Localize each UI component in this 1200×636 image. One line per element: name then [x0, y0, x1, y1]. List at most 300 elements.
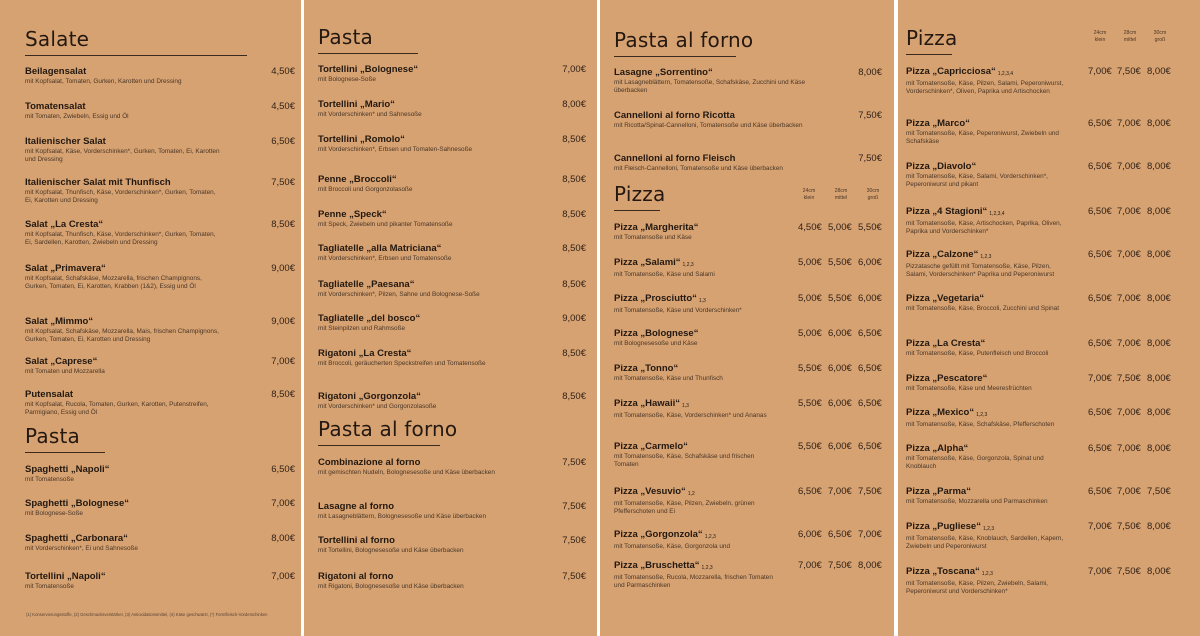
item-name-text: Pizza „Mexico“	[906, 407, 975, 418]
pizza-item	[906, 373, 1066, 393]
item-name-text: Pizza „Hawaii“	[614, 398, 680, 409]
menu-page-pasta-al-forno	[600, 0, 894, 636]
menu-item	[25, 533, 223, 553]
pizza-item	[906, 249, 1066, 279]
menu-item	[25, 571, 223, 591]
price-medium: 7,00€	[1117, 443, 1141, 454]
item-description: mit Lasagneblättern, Tomatensoße, Schafskäse, Zucchini und Käse überbacken	[614, 79, 805, 94]
item-price: 8,00€	[858, 67, 882, 78]
menu-item	[318, 535, 503, 555]
menu-item	[25, 177, 223, 205]
item-price: 7,50€	[858, 153, 882, 164]
item-name	[318, 279, 503, 290]
price-large: 8,00€	[1147, 161, 1171, 172]
pizza-item	[906, 486, 1066, 506]
item-description: mit Tomatensoße, Käse, Knoblauch, Sardellen, Kapern, Zwiebeln und Peperoniwurst	[906, 535, 1064, 550]
item-name	[318, 391, 503, 402]
item-price: 9,00€	[562, 313, 586, 324]
price-medium: 7,50€	[1117, 373, 1141, 384]
size-large-header	[862, 188, 884, 201]
price-large: 6,50€	[858, 363, 882, 374]
item-name	[318, 348, 503, 359]
item-name-text: Pizza „Salami“	[614, 257, 681, 268]
price-medium: 6,00€	[828, 328, 852, 339]
item-price: 8,50€	[562, 348, 586, 359]
price-large: 8,00€	[1147, 249, 1171, 260]
item-name	[906, 118, 1066, 129]
additive-codes: 1,3	[682, 403, 689, 409]
price-large: 8,00€	[858, 560, 882, 571]
item-name-text: Rigatoni „Gorgonzola“	[318, 391, 421, 402]
item-name-text: Pizza „Parma“	[906, 486, 971, 497]
item-name	[614, 328, 779, 339]
item-name	[906, 249, 1066, 262]
additive-codes: 1,2,3	[980, 254, 992, 260]
price-large: 8,00€	[1147, 206, 1171, 217]
size-small-header	[798, 188, 820, 201]
section-title-pizza-rule	[906, 54, 952, 55]
price-medium: 7,00€	[1117, 486, 1141, 497]
item-name	[614, 222, 779, 233]
price-large: 8,00€	[1147, 293, 1171, 304]
section-title-salate: Salate	[25, 27, 90, 51]
item-price: 4,50€	[271, 66, 295, 77]
additive-codes: 1,2,3	[704, 534, 716, 540]
item-name-text: Pizza „Prosciutto“	[614, 293, 697, 304]
size-medium-cm: 28cm	[1123, 30, 1137, 36]
item-price: 8,50€	[271, 219, 295, 230]
item-description: mit Kopfsalat, Thunfisch, Käse, Vorderschinken*, Gurken, Tomaten, Ei, Karotten und Dressing	[25, 189, 216, 204]
price-large: 8,00€	[1147, 338, 1171, 349]
item-description: mit Tomatensoße, Rucola, Mozzarella, frischen Tomaten und Parmaschinken	[614, 574, 773, 589]
item-price: 6,50€	[271, 464, 295, 475]
additive-codes: 1,2,3,4	[989, 211, 1005, 217]
item-price: 7,00€	[271, 356, 295, 367]
price-small: 5,00€	[798, 257, 822, 268]
item-price: 7,50€	[562, 571, 586, 582]
size-medium-header	[830, 188, 852, 201]
item-name-text: Penne „Speck“	[318, 209, 387, 220]
price-medium: 7,50€	[1117, 521, 1141, 532]
item-name-text: Tortellini „Romolo“	[318, 134, 405, 145]
additives-footnote: (1) Konservierungsstoffe, (2) Geschmacksverstärker, (3) Antioxidationsmittel, (4) Käse geschwärzt, (*) Formfleisch-Vorderschinken	[26, 612, 268, 617]
item-description: mit Tomatensoße, Käse, Gorgonzola und	[614, 543, 731, 550]
menu-item	[614, 110, 819, 130]
additive-codes: 1,2,3	[682, 262, 694, 268]
item-description: mit Tortellini, Bolognesesoße und Käse überbacken	[318, 547, 464, 554]
price-medium: 6,00€	[828, 363, 852, 374]
item-name	[25, 389, 223, 400]
item-name	[614, 486, 779, 499]
item-price: 7,00€	[271, 571, 295, 582]
price-large: 8,00€	[1147, 521, 1171, 532]
item-name-text: Tortellini al forno	[318, 535, 395, 546]
item-name	[614, 398, 779, 411]
price-small: 7,00€	[798, 560, 822, 571]
item-description: Pizzatasche gefüllt mit Tomatensoße, Käse, Pilzen, Salami, Vorderschinken* Paprika und Peperoniwurst	[906, 263, 1055, 278]
item-description: mit Tomatensoße, Käse, Schafskäse, Pfefferschoten	[906, 421, 1055, 428]
price-large: 6,50€	[858, 328, 882, 339]
item-name-text: Tortellini „Bolognese“	[318, 64, 419, 75]
price-large: 7,50€	[858, 486, 882, 497]
item-description: mit Bolognesesoße und Käse	[614, 340, 698, 347]
item-name-text: Pizza „Calzone“	[906, 249, 979, 260]
item-description: mit Vorderschinken*, Erbsen und Tomaten-Sahnesoße	[318, 146, 473, 153]
pizza-item	[614, 257, 779, 279]
item-name	[614, 529, 779, 542]
item-description: mit Tomatensoße, Käse, Pilzen, Zwiebeln, Salami, Peperoniwurst und Vorderschinken*	[906, 580, 1048, 595]
item-name	[614, 441, 779, 452]
item-description: mit Tomatensoße, Käse, Gorgonzola, Spinat und Knoblauch	[906, 455, 1044, 470]
price-small: 6,50€	[1088, 338, 1112, 349]
item-description: mit Tomatensoße, Käse, Putenfleisch und Broccoli	[906, 350, 1049, 357]
size-small-label: klein	[1094, 36, 1106, 43]
price-small: 5,50€	[798, 363, 822, 374]
size-large-cm: 30cm	[1153, 30, 1167, 36]
item-description: mit Speck, Zwiebeln und pikanter Tomatensoße	[318, 221, 453, 228]
item-description: mit Kopfsalat, Tomaten, Gurken, Karotten und Dressing	[25, 78, 182, 85]
item-name-text: Tagliatelle „alla Matriciana“	[318, 243, 442, 254]
price-medium: 7,00€	[1117, 249, 1141, 260]
item-name	[25, 177, 223, 188]
item-description: mit Kopfsalat, Rucola, Tomaten, Gurken, Karotten, Putenstreifen, Parmigiano, Essig und Öl	[25, 401, 209, 416]
pizza-item	[906, 338, 1066, 358]
item-name	[614, 293, 779, 306]
item-description: mit Vorderschinken*, Ei und Sahnesoße	[25, 545, 138, 552]
item-description: mit Kopfsalat, Schafskäse, Mozzarella, Mais, frischen Champignons, Gurken, Tomaten, Ei, Karotten und Dressing	[25, 328, 219, 343]
item-name-text: Pizza „Capricciosa“	[906, 66, 996, 77]
pizza-item	[906, 293, 1066, 313]
menu-item	[318, 279, 503, 299]
pizza-item	[614, 441, 779, 469]
price-small: 7,00€	[1088, 566, 1112, 577]
item-description: mit Tomatensoße, Mozzarella und Parmaschinken	[906, 498, 1048, 505]
item-name	[906, 521, 1066, 534]
item-description: mit Bolognese-Soße	[25, 510, 83, 517]
menu-item	[25, 66, 223, 86]
item-name	[25, 571, 223, 582]
price-large: 8,00€	[1147, 373, 1171, 384]
item-description: mit Vorderschinken*, Erbsen und Tomatensoße	[318, 255, 452, 262]
item-price: 4,50€	[271, 101, 295, 112]
price-small: 6,50€	[798, 486, 822, 497]
item-name-text: Salat „La Cresta“	[25, 219, 104, 230]
item-name-text: Pizza „Bruschetta“	[614, 560, 700, 571]
item-name	[906, 161, 1066, 172]
item-name	[25, 263, 223, 274]
item-description: mit Tomatensoße, Käse, Schafskäse und frischen Tomaten	[614, 453, 755, 468]
menu-item	[318, 64, 503, 84]
price-medium: 6,00€	[828, 398, 852, 409]
size-medium-header	[1119, 30, 1141, 43]
price-medium: 7,00€	[1117, 338, 1141, 349]
item-name	[318, 535, 503, 546]
item-description: mit Lasagneblättern, Bolognesesoße und Käse überbacken	[318, 513, 487, 520]
section-title-pasta: Pasta	[318, 25, 373, 49]
item-name	[906, 206, 1066, 219]
item-name-text: Penne „Broccoli“	[318, 174, 397, 185]
item-name	[318, 99, 503, 110]
item-name-text: Spaghetti „Napoli“	[25, 464, 110, 475]
item-name-text: Pizza „Pescatore“	[906, 373, 988, 384]
item-name-text: Pizza „La Cresta“	[906, 338, 986, 349]
pizza-item	[614, 529, 779, 551]
menu-item	[25, 136, 223, 164]
item-name-text: Tomatensalat	[25, 101, 86, 112]
price-medium: 7,00€	[828, 486, 852, 497]
price-medium: 5,00€	[828, 222, 852, 233]
section-title-pizza: Pizza	[614, 182, 666, 206]
section-title-pizza-rule	[614, 210, 660, 211]
item-name	[25, 101, 223, 112]
menu-item	[318, 501, 503, 521]
menu-item	[25, 498, 223, 518]
item-description: mit Tomatensoße, Käse und Salami	[614, 271, 715, 278]
item-description: mit Tomatensoße, Käse, Pilzen, Salami, Peperoniwurst, Vorderschinken*, Oliven, Paprika und Artischocken	[906, 80, 1064, 95]
menu-item	[25, 219, 223, 247]
additive-codes: 1,2,3	[981, 571, 993, 577]
item-description: mit Tomatensoße, Käse und Meeresfrüchten	[906, 385, 1032, 392]
additive-codes: 1,2,3	[701, 565, 713, 571]
item-description: mit Tomaten, Zwiebeln, Essig und Öl	[25, 113, 129, 120]
pizza-item	[614, 398, 779, 420]
item-price: 8,50€	[562, 391, 586, 402]
pizza-item	[906, 566, 1066, 596]
price-large: 6,50€	[858, 398, 882, 409]
item-price: 8,50€	[562, 279, 586, 290]
item-name	[25, 136, 223, 147]
price-medium: 5,50€	[828, 293, 852, 304]
price-medium: 6,00€	[828, 441, 852, 452]
item-name	[614, 153, 819, 164]
size-small-header	[1089, 30, 1111, 43]
item-name	[614, 560, 779, 573]
pizza-item	[906, 161, 1066, 189]
item-name	[614, 67, 819, 78]
pizza-item	[614, 293, 779, 315]
item-description: mit Tomatensoße	[25, 476, 74, 483]
menu-item	[318, 313, 503, 333]
price-large: 8,00€	[1147, 66, 1171, 77]
item-name	[906, 407, 1066, 420]
item-price: 7,00€	[271, 498, 295, 509]
item-name-text: Tagliatelle „del bosco“	[318, 313, 421, 324]
item-name	[318, 501, 503, 512]
item-description: mit Tomatensoße, Käse, Salami, Vorderschinken*, Peperoniwurst und pikant	[906, 173, 1048, 188]
item-description: mit Tomatensoße, Käse, Broccoli, Zucchini und Spinat	[906, 305, 1059, 312]
price-medium: 7,00€	[1117, 407, 1141, 418]
item-price: 8,50€	[562, 209, 586, 220]
menu-item	[25, 389, 223, 417]
menu-item	[614, 153, 819, 173]
price-small: 6,50€	[1088, 407, 1112, 418]
item-name-text: Pizza „Toscana“	[906, 566, 980, 577]
pizza-item	[906, 118, 1066, 146]
additive-codes: 1,2	[687, 491, 695, 497]
size-small-cm: 24cm	[1093, 30, 1107, 36]
size-medium-cm: 28cm	[834, 188, 848, 194]
item-name-text: Pizza „Tonno“	[614, 363, 679, 374]
item-name-text: Tagliatelle „Paesana“	[318, 279, 415, 290]
pizza-item	[614, 486, 779, 516]
item-price: 8,50€	[562, 243, 586, 254]
size-large-header	[1149, 30, 1171, 43]
pizza-item	[906, 407, 1066, 429]
item-name	[318, 209, 503, 220]
price-small: 6,50€	[1088, 249, 1112, 260]
item-name	[906, 293, 1066, 304]
item-name	[25, 498, 223, 509]
item-name	[318, 134, 503, 145]
size-medium-label: mittel	[834, 194, 848, 201]
menu-item	[318, 571, 503, 591]
price-medium: 7,50€	[1117, 66, 1141, 77]
item-price: 7,50€	[562, 457, 586, 468]
additive-codes: 1,2,3	[982, 526, 995, 532]
item-name-text: Lasagne al forno	[318, 501, 395, 512]
item-name	[318, 174, 503, 185]
section-title-pasta-rule	[25, 452, 105, 453]
item-description: mit Kopfsalat, Schafskäse, Mozzarella, frischen Champignons, Gurken, Tomaten, Ei, Karotten, Krabben (1&2), Essig und Öl	[25, 275, 202, 290]
price-small: 5,00€	[798, 328, 822, 339]
item-name-text: Spaghetti „Carbonara“	[25, 533, 128, 544]
item-description: mit Ricotta/Spinat-Cannelloni, Tomatensoße und Käse überbacken	[614, 122, 803, 129]
item-price: 6,50€	[271, 136, 295, 147]
item-name-text: Rigatoni „La Cresta“	[318, 348, 412, 359]
menu-page-pasta	[304, 0, 597, 636]
item-description: mit Tomaten und Mozzarella	[25, 368, 105, 375]
item-name	[318, 571, 503, 582]
item-name-text: Beilagensalat	[25, 66, 87, 77]
item-price: 7,50€	[271, 177, 295, 188]
item-name-text: Pizza „Alpha“	[906, 443, 969, 454]
item-name-text: Tortellini „Napoli“	[25, 571, 106, 582]
item-description: mit Vorderschinken*, Pilzen, Sahne und Bolognese-Soße	[318, 291, 480, 298]
item-price: 8,00€	[271, 533, 295, 544]
item-description: mit Vorderschinken* und Sahnesoße	[318, 111, 422, 118]
section-title-pasta-al-forno-rule	[614, 56, 736, 57]
price-large: 8,00€	[1147, 566, 1171, 577]
item-description: mit Tomatensoße, Käse und Vorderschinken*	[614, 307, 742, 314]
item-price: 8,50€	[562, 134, 586, 145]
pizza-item	[906, 206, 1066, 236]
price-small: 5,00€	[798, 293, 822, 304]
size-large-label: groß	[1154, 36, 1166, 43]
menu-item	[318, 348, 503, 368]
menu-item	[318, 243, 503, 263]
item-name	[318, 243, 503, 254]
item-description: mit Tomatensoße und Käse	[614, 234, 692, 241]
item-name	[906, 338, 1066, 349]
price-small: 7,00€	[1088, 66, 1112, 77]
price-medium: 7,00€	[1117, 206, 1141, 217]
item-name	[906, 443, 1066, 454]
size-large-label: groß	[867, 194, 879, 201]
item-name-text: Putensalat	[25, 389, 74, 400]
item-description: mit gemischten Nudeln, Bolognesesoße und Käse überbacken	[318, 469, 495, 476]
item-description: mit Steinpilzen und Rahmsoße	[318, 325, 406, 332]
price-medium: 7,50€	[1117, 566, 1141, 577]
item-name-text: Cannelloni al forno Ricotta	[614, 110, 735, 121]
item-name	[25, 464, 223, 475]
item-price: 9,00€	[271, 263, 295, 274]
price-small: 7,00€	[1088, 521, 1112, 532]
item-name	[906, 373, 1066, 384]
price-medium: 7,00€	[1117, 293, 1141, 304]
item-name	[25, 66, 223, 77]
item-name	[614, 363, 779, 374]
item-description: mit Fleisch-Cannelloni, Tomatensoße und Käse überbacken	[614, 165, 783, 172]
section-title-pasta-al-forno: Pasta al forno	[614, 28, 754, 52]
price-small: 6,50€	[1088, 118, 1112, 129]
menu-item	[318, 391, 503, 411]
pizza-item	[614, 328, 779, 348]
item-price: 8,50€	[271, 389, 295, 400]
item-name-text: Salat „Primavera“	[25, 263, 106, 274]
price-large: 7,00€	[858, 529, 882, 540]
price-large: 6,50€	[858, 441, 882, 452]
item-name-text: Italienischer Salat mit Thunfisch	[25, 177, 171, 188]
item-name-text: Pizza „Carmelo“	[614, 441, 688, 452]
section-title-pasta-al-forno: Pasta al forno	[318, 417, 458, 441]
item-name	[906, 486, 1066, 497]
item-name	[614, 257, 779, 270]
item-name	[318, 64, 503, 75]
item-name	[318, 313, 503, 324]
item-name-text: Salat „Mimmo“	[25, 316, 94, 327]
price-large: 7,50€	[1147, 486, 1171, 497]
price-large: 5,50€	[858, 222, 882, 233]
section-title-pizza: Pizza	[906, 26, 958, 50]
price-medium: 5,50€	[828, 257, 852, 268]
item-name-text: Italienischer Salat	[25, 136, 106, 147]
item-name	[614, 110, 819, 121]
item-name-text: Pizza „Diavolo“	[906, 161, 977, 172]
item-name-text: Salat „Caprese“	[25, 356, 98, 367]
item-name	[906, 66, 1066, 79]
pizza-item	[906, 521, 1066, 551]
item-description: mit Bolognese-Soße	[318, 76, 376, 83]
item-name	[25, 316, 223, 327]
item-price: 8,00€	[562, 99, 586, 110]
price-small: 6,50€	[1088, 443, 1112, 454]
item-description: mit Tomatensoße, Käse, Peperoniwurst, Zwiebeln und Schafskäse	[906, 130, 1059, 145]
price-small: 6,00€	[798, 529, 822, 540]
additive-codes: 1,3	[698, 298, 706, 304]
item-name	[25, 356, 223, 367]
item-name-text: Lasagne „Sorrentino“	[614, 67, 713, 78]
menu-item	[318, 174, 503, 194]
item-name-text: Pizza „Marco“	[906, 118, 970, 129]
section-title-pasta: Pasta	[25, 424, 80, 448]
menu-item	[25, 356, 223, 376]
item-name-text: Pizza „Vesuvio“	[614, 486, 686, 497]
price-large: 6,00€	[858, 257, 882, 268]
pizza-item	[906, 443, 1066, 471]
item-description: mit Tomatensoße, Käse, Pilzen, Zwiebeln, grünen Pfefferschoten und Ei	[614, 500, 755, 515]
menu-item	[25, 263, 223, 291]
additive-codes: 1,2,3,4	[997, 71, 1014, 77]
item-name	[906, 566, 1066, 579]
item-description: mit Kopfsalat, Käse, Vorderschinken*, Gurken, Tomaten, Ei, Karotten und Dressing	[25, 148, 220, 163]
item-name	[25, 533, 223, 544]
price-small: 7,00€	[1088, 373, 1112, 384]
item-description: mit Tomatensoße, Käse und Thunfisch	[614, 375, 723, 382]
item-name-text: Combinazione al forno	[318, 457, 421, 468]
pizza-item	[614, 560, 779, 590]
item-description: mit Vorderschinken* und Gorgonzolasoße	[318, 403, 437, 410]
section-title-pasta-rule	[318, 53, 418, 54]
